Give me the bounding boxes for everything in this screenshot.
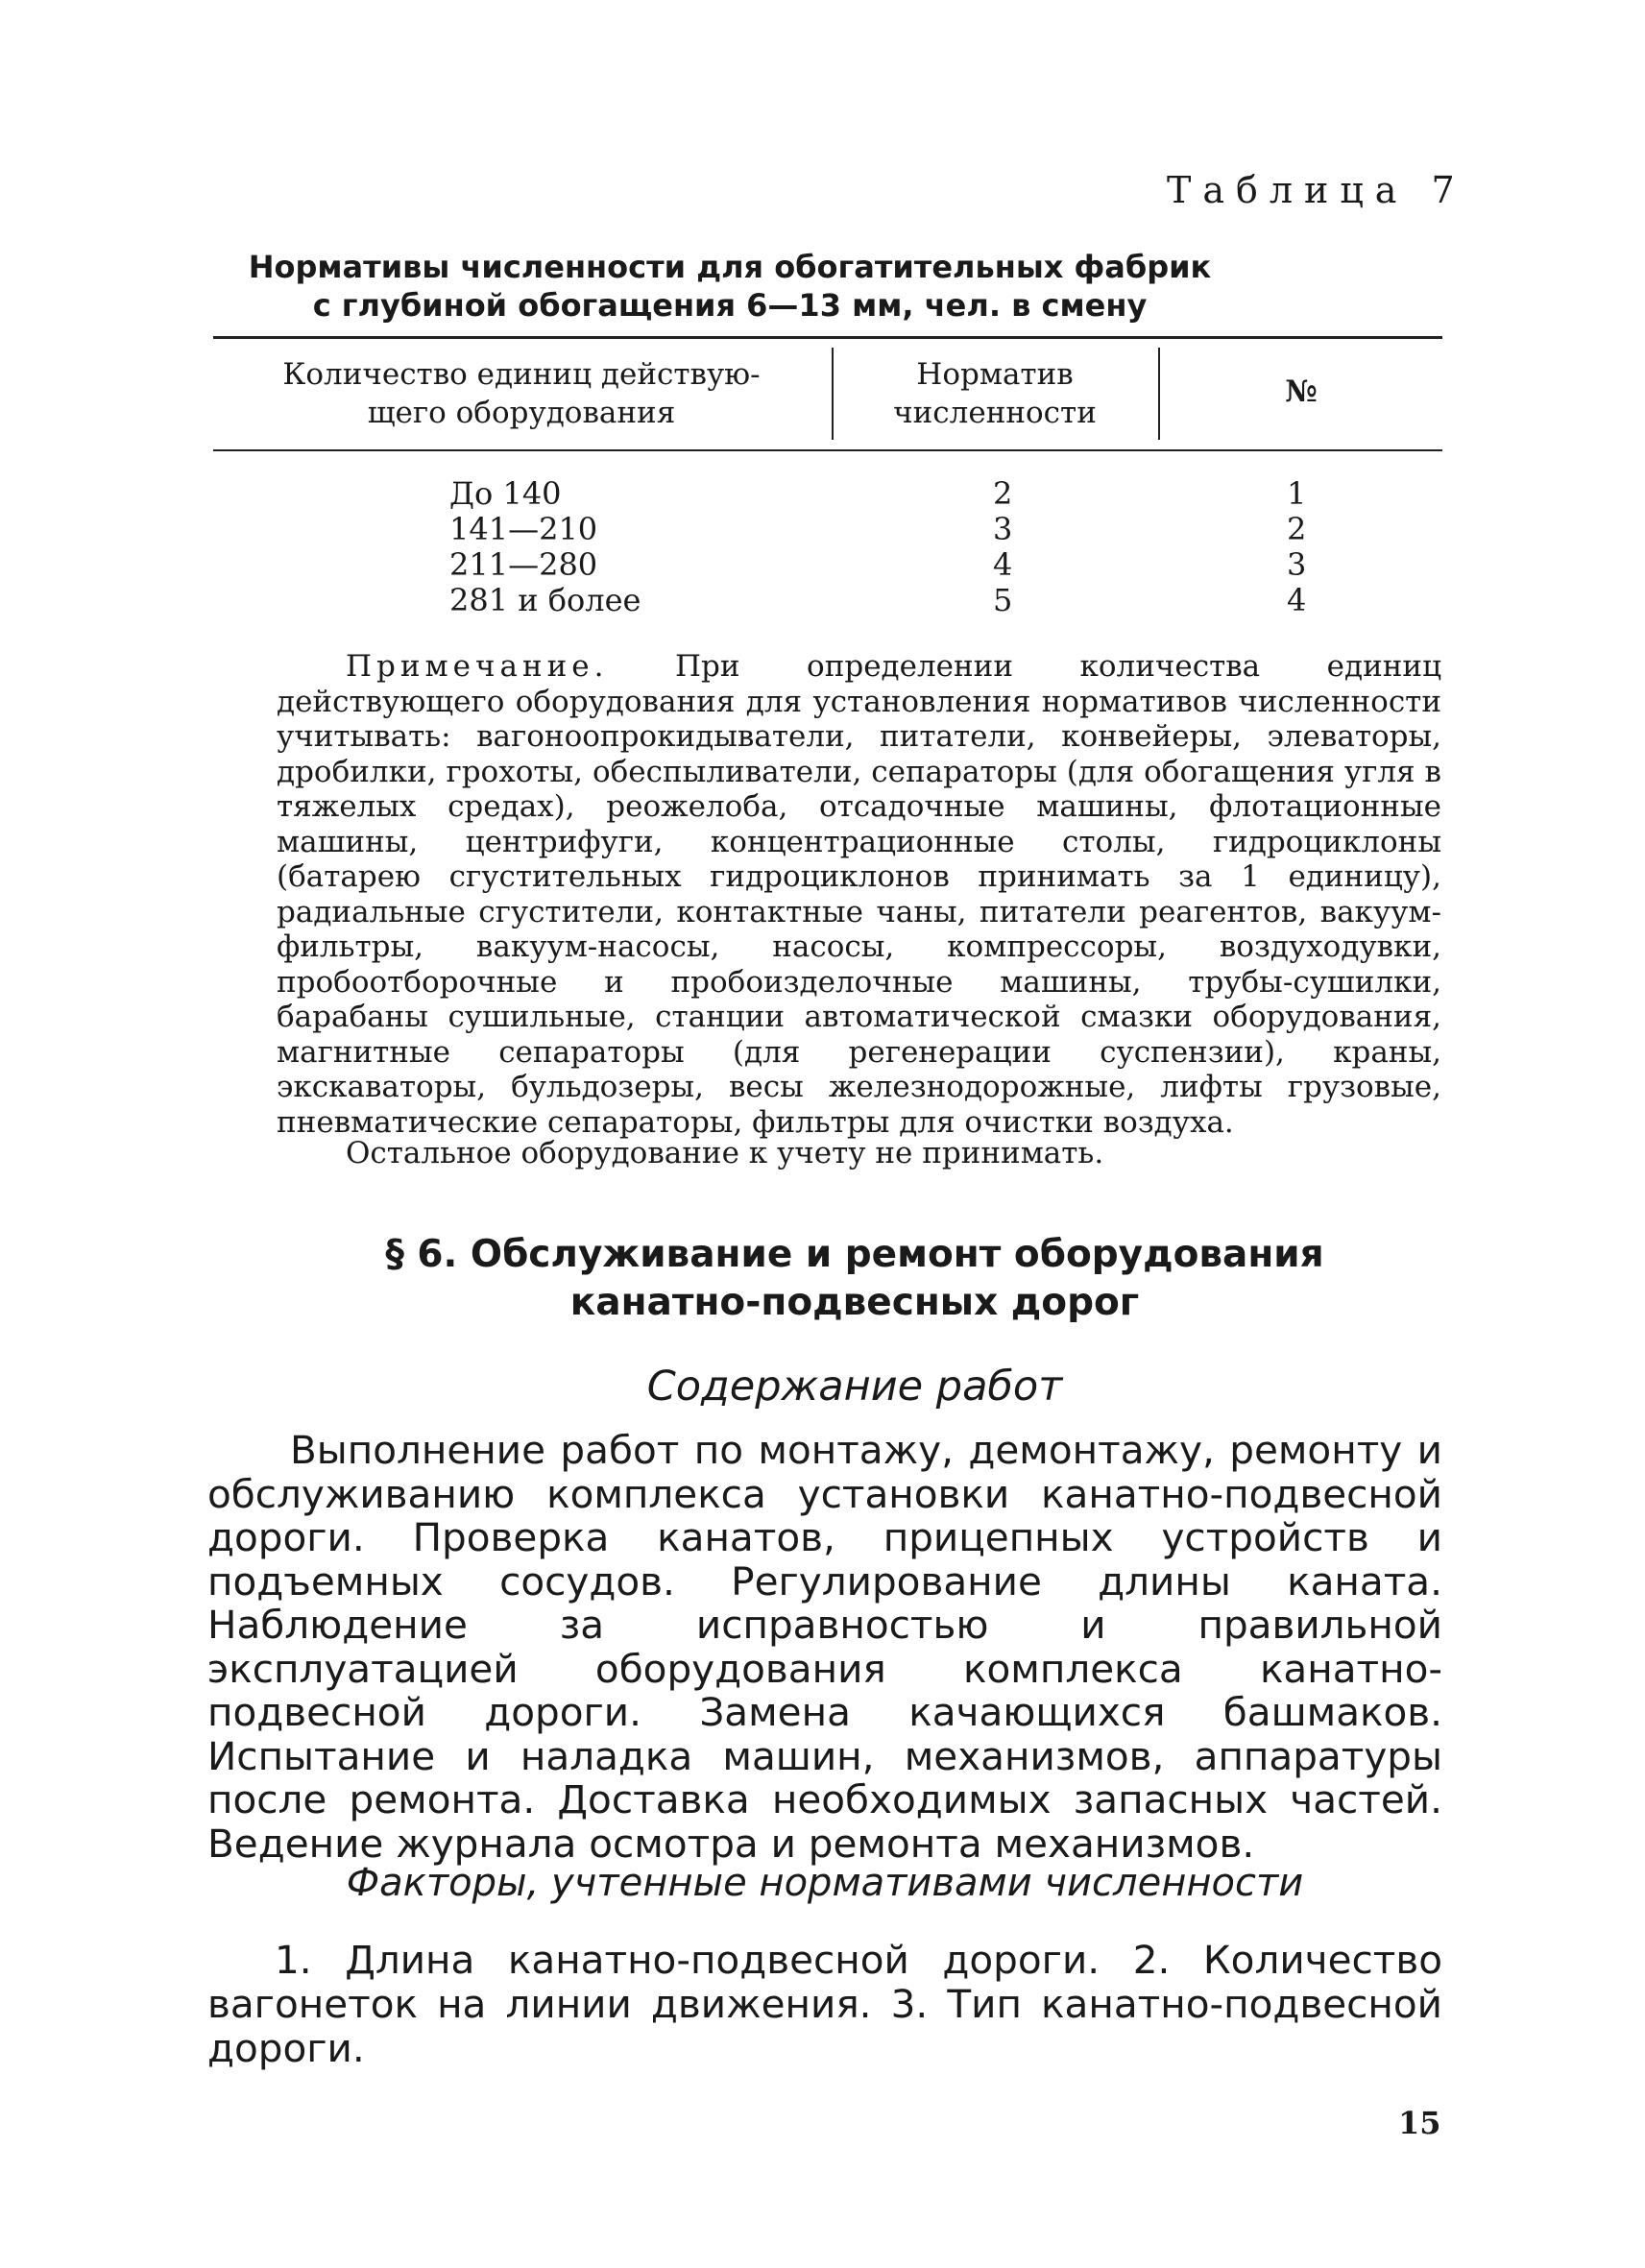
table-row xyxy=(213,476,1442,512)
note-rest: Остальное оборудование к учету не принимать. xyxy=(346,1136,1104,1170)
work-content-paragraph: Выполнение работ по монтажу, демонтажу, ремонту и обслуживанию комплекса установки канатно-подвесной дороги. Проверка канатов, прицепных устройств и подъемных сосудов. Регулирование длины каната. Наблюдение за исправностью и правильной эксплуатацией оборудования комплекса канатно-подвесной дороги. Замена качающихся башмаков. Испытание и наладка машин, механизмов, аппаратуры после ремонта. Доставка необходимых запасных частей. Ведение журнала осмотра и ремонта механизмов. xyxy=(207,1427,1442,1867)
section-title xyxy=(288,1231,1421,1327)
table-body xyxy=(213,476,1442,618)
table-header-rule xyxy=(213,449,1442,451)
cell-norm: 5 xyxy=(993,582,1013,618)
table-row xyxy=(213,547,1442,583)
table-row xyxy=(213,583,1442,618)
factors-subtitle: Факторы, учтенные нормативами численности xyxy=(346,1861,1304,1905)
cell-number: 1 xyxy=(1287,475,1307,512)
header-norm-line-2: численности xyxy=(893,396,1097,430)
cell-number: 3 xyxy=(1287,546,1307,583)
cell-units: 211—280 xyxy=(449,546,598,583)
table-row xyxy=(213,512,1442,547)
table-title-line-2: с глубиной обогащения 6—13 мм, чел. в смену xyxy=(312,287,1148,324)
cell-units: 281 и более xyxy=(449,582,641,618)
table-number: Таблица 7 xyxy=(1167,169,1466,211)
header-units xyxy=(213,355,830,432)
table-title-line-1: Нормативы численности для обогатительных фабрик xyxy=(248,249,1212,285)
factors-paragraph: 1. Длина канатно-подвесной дороги. 2. Количество вагонеток на линии движения. 3. Тип канатно-подвесной дороги. xyxy=(207,1937,1442,2071)
section-title-line-1: § 6. Обслуживание и ремонт оборудования xyxy=(385,1233,1324,1276)
header-norm xyxy=(834,355,1156,432)
section-subtitle: Содержание работ xyxy=(646,1363,1063,1411)
cell-norm: 4 xyxy=(993,546,1013,583)
header-units-line-1: Количество единиц действую- xyxy=(282,357,761,392)
cell-norm: 2 xyxy=(993,475,1013,512)
header-number: № xyxy=(1285,374,1318,409)
header-norm-line-1: Норматив xyxy=(916,357,1074,392)
section-title-line-2: канатно-подвесных дорог xyxy=(569,1281,1140,1324)
cell-units: 141—210 xyxy=(449,511,598,547)
cell-number: 4 xyxy=(1287,582,1307,618)
cell-units: До 140 xyxy=(449,475,562,512)
note-lead: Примечание. xyxy=(346,649,609,684)
note-text: При определении количества единиц действующего оборудования для установления нормативов численности учитывать: вагоноопрокидыватели, питатели, конвейеры, элеваторы, дробилки, грохоты, обеспыливатели, сепараторы (для обогащения угля в тяжелых средах), реожелоба, отсадочные машины, флотационные машины, центрифуги, концентрационные столы, гидроциклоны (батарею сгустительных гидроциклонов принимать за 1 единицу), радиальные сгустители, контактные чаны, питатели реагентов, вакуум-фильтры, вакуум-насосы, насосы, компрессоры, воздуходувки, пробоотборочные и пробоизделочные машины, трубы-сушилки, барабаны сушильные, станции автоматической смазки оборудования, магнитные сепараторы (для регенерации суспензии), краны, экскаваторы, бульдозеры, весы железнодорожные, лифты грузовые, пневматические сепараторы, фильтры для очистки воздуха. xyxy=(277,649,1442,1140)
cell-norm: 3 xyxy=(993,511,1013,547)
page-number: 15 xyxy=(1398,2105,1441,2141)
table-title xyxy=(211,248,1248,325)
header-units-line-2: щего оборудования xyxy=(367,396,676,430)
table-top-rule xyxy=(213,336,1442,339)
cell-number: 2 xyxy=(1287,511,1307,547)
table-note xyxy=(277,649,1441,1140)
